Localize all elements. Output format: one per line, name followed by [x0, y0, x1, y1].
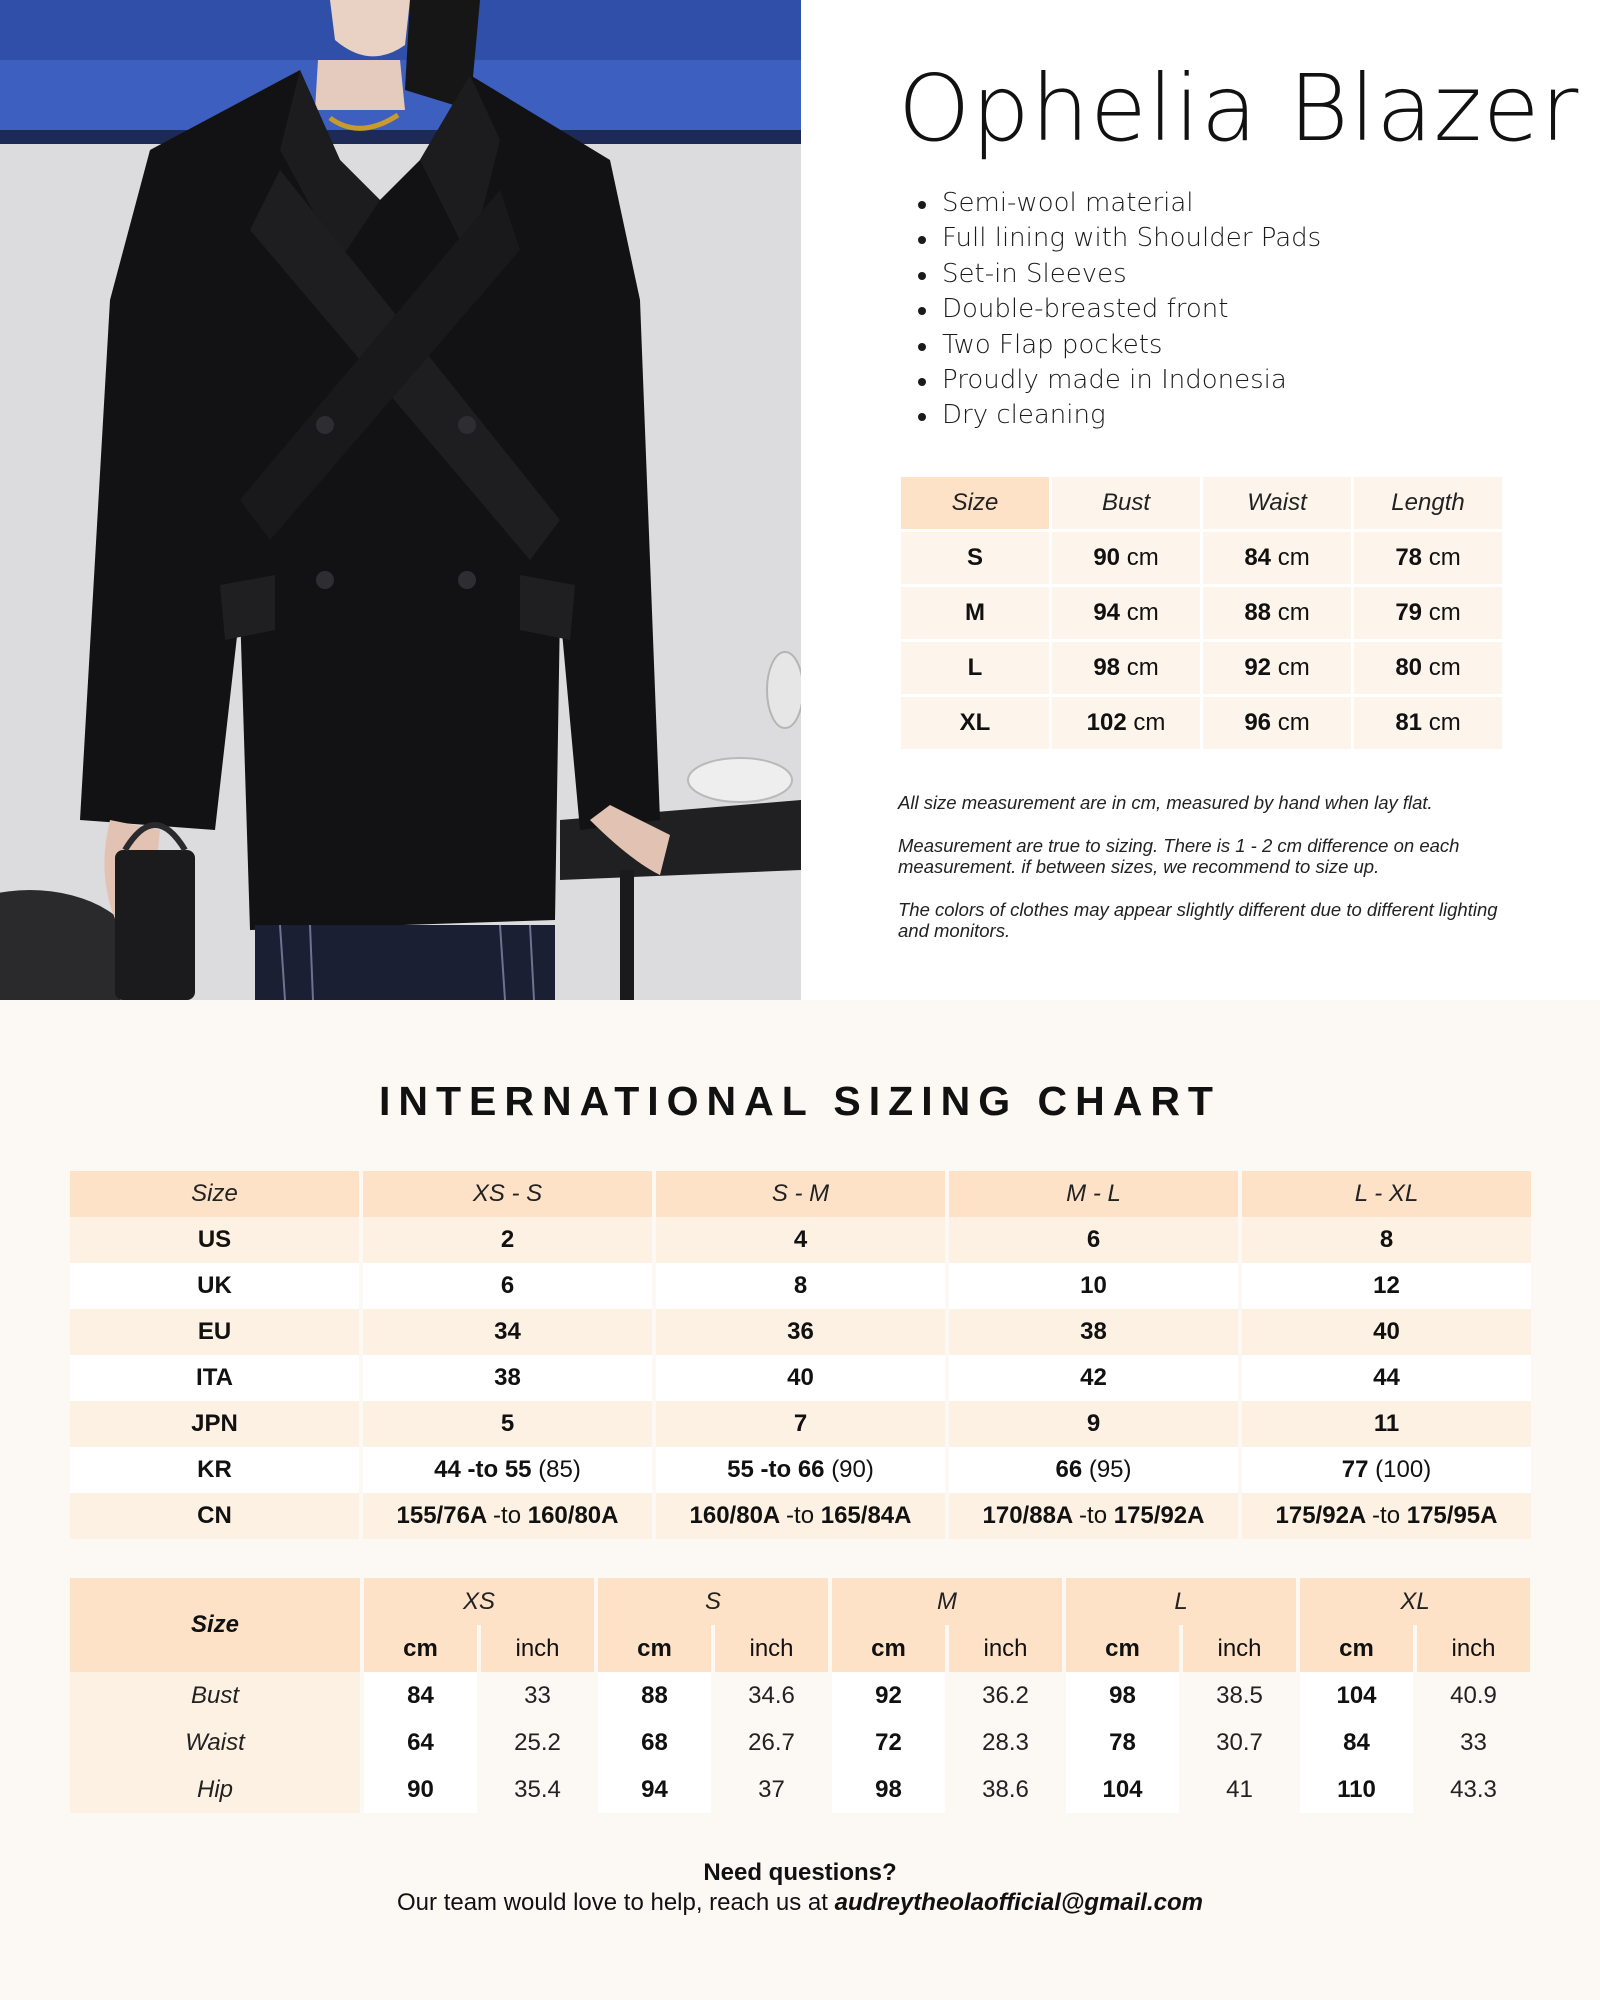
table-row	[70, 1401, 1531, 1447]
table-cell: 10	[949, 1263, 1238, 1309]
size-column-header: L	[1066, 1578, 1296, 1625]
cm-value: 88	[598, 1672, 711, 1719]
unit-cm-header: cm	[364, 1625, 477, 1672]
feature-list	[918, 186, 1321, 434]
table-row	[901, 587, 1502, 639]
region-label: ITA	[70, 1355, 359, 1401]
length-cell: 80 cm	[1354, 642, 1502, 694]
table-cell: 5	[363, 1401, 652, 1447]
unit-cm-header: cm	[598, 1625, 711, 1672]
table-row	[70, 1355, 1531, 1401]
table-row	[70, 1766, 1530, 1813]
table-cell: 40	[1242, 1309, 1531, 1355]
table-cell: 160/80A -to 165/84A	[656, 1493, 945, 1539]
inch-value: 33	[1460, 1728, 1487, 1756]
inch-value: 33	[524, 1681, 551, 1709]
inch-value: 30.7	[1216, 1728, 1263, 1756]
table-cell: 170/88A -to 175/92A	[949, 1493, 1238, 1539]
table-header-row	[70, 1171, 1531, 1217]
contact-heading: Need questions?	[703, 1859, 897, 1886]
table-header-row	[70, 1578, 1530, 1625]
cm-value: 104	[1066, 1766, 1179, 1813]
waist-cell: 84 cm	[1203, 532, 1351, 584]
table-cell: 66 (95)	[949, 1447, 1238, 1493]
size-notes	[898, 792, 1518, 963]
cm-value: 68	[598, 1719, 711, 1766]
table-cell: 42	[949, 1355, 1238, 1401]
column-header-waist: Waist	[1203, 477, 1351, 529]
inch-value: 37	[758, 1775, 785, 1803]
feature-item: Two Flap pockets	[918, 328, 1321, 363]
bust-cell: 94 cm	[1052, 587, 1200, 639]
inch-value: 43.3	[1450, 1775, 1497, 1803]
measure-label: Bust	[70, 1672, 360, 1719]
note-text: All size measurement are in cm, measured by hand when lay flat.	[898, 792, 1433, 813]
size-column-header: S	[598, 1578, 828, 1625]
size-column-header: XS	[364, 1578, 594, 1625]
feature-item: Set-in Sleeves	[918, 257, 1321, 292]
table-row	[70, 1309, 1531, 1355]
unit-inch-header: inch	[1417, 1625, 1530, 1672]
length-cell: 81 cm	[1354, 697, 1502, 749]
cm-value: 110	[1300, 1766, 1413, 1813]
size-label: L	[901, 642, 1049, 694]
table-row	[70, 1217, 1531, 1263]
column-header: M - L	[949, 1171, 1238, 1217]
length-cell: 79 cm	[1354, 587, 1502, 639]
international-section	[0, 1000, 1600, 2000]
feature-item: Full lining with Shoulder Pads	[918, 221, 1321, 256]
region-label: CN	[70, 1493, 359, 1539]
region-label: US	[70, 1217, 359, 1263]
table-row	[70, 1719, 1530, 1766]
inch-value: 41	[1226, 1775, 1253, 1803]
note-text: Measurement are true to sizing. There is 1 - 2 cm difference on each measurement. if between sizes, we recommend to size up.	[898, 834, 1460, 877]
column-header: L - XL	[1242, 1171, 1531, 1217]
unit-inch-header: inch	[481, 1625, 594, 1672]
waist-cell: 92 cm	[1203, 642, 1351, 694]
column-header: XS - S	[363, 1171, 652, 1217]
table-row	[70, 1447, 1531, 1493]
international-size-table	[66, 1171, 1535, 1539]
inch-value: 36.2	[982, 1681, 1029, 1709]
inch-value: 35.4	[514, 1775, 561, 1803]
table-row	[901, 532, 1502, 584]
table-row	[901, 697, 1502, 749]
table-cell: 155/76A -to 160/80A	[363, 1493, 652, 1539]
table-cell: 2	[363, 1217, 652, 1263]
cm-value: 98	[832, 1766, 945, 1813]
column-header-bust: Bust	[1052, 477, 1200, 529]
table-cell: 6	[363, 1263, 652, 1309]
waist-cell: 96 cm	[1203, 697, 1351, 749]
table-row	[70, 1493, 1531, 1539]
table-cell: 4	[656, 1217, 945, 1263]
cm-value: 104	[1300, 1672, 1413, 1719]
cm-value: 94	[598, 1766, 711, 1813]
cm-value: 64	[364, 1719, 477, 1766]
column-header: S - M	[656, 1171, 945, 1217]
size-column-header: XL	[1300, 1578, 1530, 1625]
cm-value: 90	[364, 1766, 477, 1813]
unit-cm-header: cm	[1066, 1625, 1179, 1672]
size-label: XL	[901, 697, 1049, 749]
measurement-table	[66, 1578, 1534, 1813]
product-photo	[0, 0, 801, 1000]
unit-cm-header: cm	[832, 1625, 945, 1672]
region-label: UK	[70, 1263, 359, 1309]
inch-value: 26.7	[748, 1728, 795, 1756]
cm-value: 92	[832, 1672, 945, 1719]
inch-value: 38.6	[982, 1775, 1029, 1803]
table-cell: 8	[656, 1263, 945, 1309]
cm-value: 84	[1300, 1719, 1413, 1766]
bust-cell: 98 cm	[1052, 642, 1200, 694]
region-label: EU	[70, 1309, 359, 1355]
unit-inch-header: inch	[949, 1625, 1062, 1672]
cm-value: 84	[364, 1672, 477, 1719]
inch-value: 40.9	[1450, 1681, 1497, 1709]
unit-inch-header: inch	[715, 1625, 828, 1672]
table-cell: 36	[656, 1309, 945, 1355]
feature-item: Semi-wool material	[918, 186, 1321, 221]
table-cell: 9	[949, 1401, 1238, 1447]
waist-cell: 88 cm	[1203, 587, 1351, 639]
bust-cell: 90 cm	[1052, 532, 1200, 584]
table-cell: 34	[363, 1309, 652, 1355]
table-row	[70, 1672, 1530, 1719]
table-cell: 38	[363, 1355, 652, 1401]
section-title: INTERNATIONAL SIZING CHART	[379, 1078, 1221, 1124]
table-cell: 55 -to 66 (90)	[656, 1447, 945, 1493]
unit-cm-header: cm	[1300, 1625, 1413, 1672]
size-header: Size	[70, 1578, 360, 1672]
size-label: M	[901, 587, 1049, 639]
table-cell: 44	[1242, 1355, 1531, 1401]
contact-block	[0, 1858, 1600, 1918]
inch-value: 38.5	[1216, 1681, 1263, 1709]
measure-label: Waist	[70, 1719, 360, 1766]
inch-value: 28.3	[982, 1728, 1029, 1756]
contact-email-link[interactable]: audreytheolaofficial@gmail.com	[834, 1889, 1203, 1916]
inch-value: 34.6	[748, 1681, 795, 1709]
column-header-length: Length	[1354, 477, 1502, 529]
region-label: JPN	[70, 1401, 359, 1447]
measure-label: Hip	[70, 1766, 360, 1813]
region-label: KR	[70, 1447, 359, 1493]
inch-value: 25.2	[514, 1728, 561, 1756]
table-cell: 12	[1242, 1263, 1531, 1309]
table-cell: 11	[1242, 1401, 1531, 1447]
table-row	[901, 642, 1502, 694]
column-header: Size	[70, 1171, 359, 1217]
product-size-table	[898, 474, 1505, 752]
table-cell: 38	[949, 1309, 1238, 1355]
table-cell: 77 (100)	[1242, 1447, 1531, 1493]
table-cell: 7	[656, 1401, 945, 1447]
table-header-row	[901, 477, 1502, 529]
size-column-header: M	[832, 1578, 1062, 1625]
cm-value: 78	[1066, 1719, 1179, 1766]
table-cell: 40	[656, 1355, 945, 1401]
feature-item: Dry cleaning	[918, 398, 1321, 433]
cm-value: 98	[1066, 1672, 1179, 1719]
contact-text: Our team would love to help, reach us at	[397, 1889, 835, 1916]
table-row	[70, 1263, 1531, 1309]
product-title: Ophelia Blazer	[898, 55, 1580, 162]
column-header-size: Size	[901, 477, 1049, 529]
cm-value: 72	[832, 1719, 945, 1766]
table-cell: 44 -to 55 (85)	[363, 1447, 652, 1493]
length-cell: 78 cm	[1354, 532, 1502, 584]
feature-item: Double-breasted front	[918, 292, 1321, 327]
bust-cell: 102 cm	[1052, 697, 1200, 749]
contact-line	[0, 1888, 1600, 1918]
table-cell: 6	[949, 1217, 1238, 1263]
table-cell: 8	[1242, 1217, 1531, 1263]
table-cell: 175/92A -to 175/95A	[1242, 1493, 1531, 1539]
unit-inch-header: inch	[1183, 1625, 1296, 1672]
feature-item: Proudly made in Indonesia	[918, 363, 1321, 398]
note-text: The colors of clothes may appear slightly different due to different lighting and monitors.	[898, 898, 1498, 941]
size-label: S	[901, 532, 1049, 584]
